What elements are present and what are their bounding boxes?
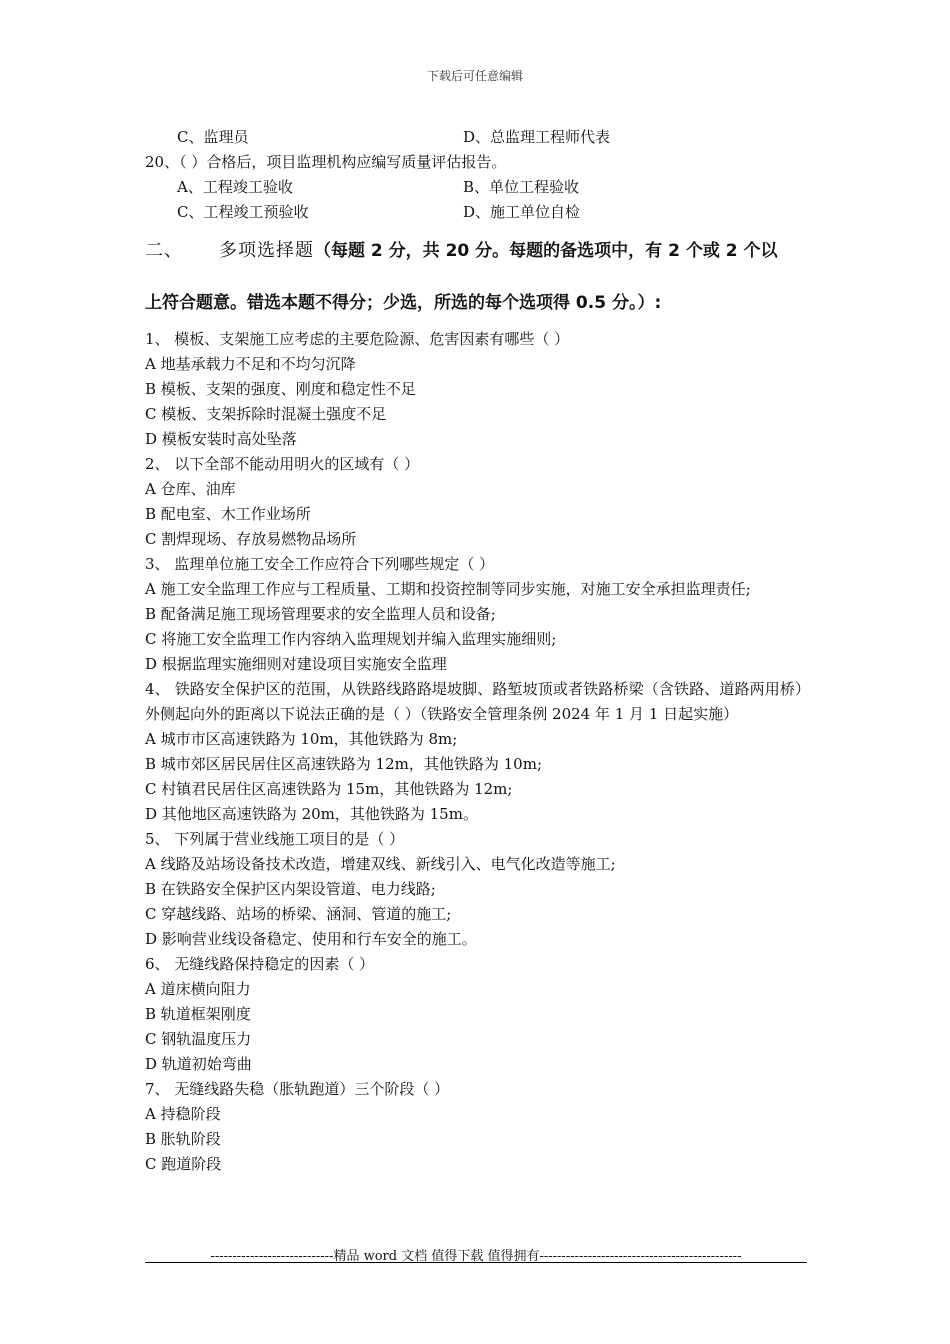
answer-option: C 将施工安全监理工作内容纳入监理规划并编入监理实施细则;: [145, 630, 557, 648]
answer-option: A 持稳阶段: [145, 1105, 221, 1123]
option-c: C、工程竣工预验收: [177, 203, 309, 221]
answer-option: A 施工安全监理工作应与工程质量、工期和投资控制等同步实施，对施工安全承担监理责任;: [145, 580, 751, 598]
answer-option: C 钢轨温度压力: [145, 1030, 252, 1048]
options-row: [145, 175, 810, 200]
answer-option: A 仓库、油库: [145, 480, 236, 498]
question-stem: 3、 监理单位施工安全工作应符合下列哪些规定（ ）: [145, 555, 495, 573]
question-stem: 1、 模板、支架施工应考虑的主要危险源、危害因素有哪些（ ）: [145, 330, 570, 348]
page-footer: ----------------------------精品 word 文档 值得下载 值得拥有----------------------------------------------: [210, 1249, 742, 1264]
answer-option: D 轨道初始弯曲: [145, 1055, 252, 1073]
question-list: [145, 327, 810, 1177]
answer-option: D 模板安装时高处坠落: [145, 430, 297, 448]
question-stem: 5、 下列属于营业线施工项目的是（ ）: [145, 830, 405, 848]
question-stem: 7、 无缝线路失稳（胀轨跑道）三个阶段（ ）: [145, 1080, 450, 1098]
answer-option: A 道床横向阻力: [145, 980, 251, 998]
answer-option: A 线路及站场设备技术改造，增建双线、新线引入、电气化改造等施工;: [145, 855, 616, 873]
answer-option: D 影响营业线设备稳定、使用和行车安全的施工。: [145, 930, 477, 948]
answer-option: B 轨道框架刚度: [145, 1005, 251, 1023]
answer-option: C 割焊现场、存放易燃物品场所: [145, 530, 357, 548]
answer-option: B 配备满足施工现场管理要求的安全监理人员和设备;: [145, 605, 496, 623]
section-title: 多项选择题: [219, 240, 314, 261]
answer-option: A 地基承载力不足和不均匀沉降: [145, 355, 356, 373]
answer-option: B 胀轨阶段: [145, 1130, 221, 1148]
question-stem: 2、 以下全部不能动用明火的区域有（ ）: [145, 455, 420, 473]
question-stem: 6、 无缝线路保持稳定的因素（ ）: [145, 955, 375, 973]
section-number: 二、: [145, 240, 183, 261]
option-c: C、监理员: [177, 128, 249, 146]
document-body: [145, 125, 810, 1177]
section-note: （每题 2 分，共 20 分。每题的备选项中，有 2 个或 2 个以: [314, 241, 778, 261]
answer-option: C 模板、支架拆除时混凝土强度不足: [145, 405, 387, 423]
answer-option: C 跑道阶段: [145, 1155, 222, 1173]
option-a: A、工程竣工验收: [177, 178, 293, 196]
answer-option: D 根据监理实施细则对建设项目实施安全监理: [145, 655, 447, 673]
section-note-continued: 上符合题意。错选本题不得分；少选，所选的每个选项得 0.5 分。）:: [145, 293, 662, 313]
options-row: [145, 200, 810, 225]
section-heading: [145, 237, 810, 265]
answer-option: D 其他地区高速铁路为 20m，其他铁路为 15m。: [145, 805, 478, 823]
question-20-stem: 20、（ ）合格后，项目监理机构应编写质量评估报告。: [145, 153, 507, 171]
option-d: D、总监理工程师代表: [463, 128, 611, 146]
answer-option: B 城市郊区居民居住区高速铁路为 12m，其他铁路为 10m;: [145, 755, 543, 773]
question-stem: 4、 铁路安全保护区的范围，从铁路线路路堤坡脚、路堑坡顶或者铁路桥梁（含铁路、道路两用桥）外侧起向外的距离以下说法正确的是（ ）（铁路安全管理条例 2024 年 1 月 1 日起实施）: [145, 680, 810, 723]
option-b: B、单位工程验收: [463, 178, 580, 196]
answer-option: B 配电室、木工作业场所: [145, 505, 311, 523]
option-d: D、施工单位自检: [463, 203, 581, 221]
answer-option: C 穿越线路、站场的桥梁、涵洞、管道的施工;: [145, 905, 452, 923]
options-row: [145, 125, 810, 150]
footer-rule: [145, 1262, 807, 1263]
answer-option: B 在铁路安全保护区内架设管道、电力线路;: [145, 880, 436, 898]
answer-option: C 村镇君民居住区高速铁路为 15m，其他铁路为 12m;: [145, 780, 513, 798]
answer-option: B 模板、支架的强度、刚度和稳定性不足: [145, 380, 416, 398]
page-header: 下载后可任意编辑: [426, 69, 523, 83]
answer-option: A 城市市区高速铁路为 10m，其他铁路为 8m;: [145, 730, 458, 748]
